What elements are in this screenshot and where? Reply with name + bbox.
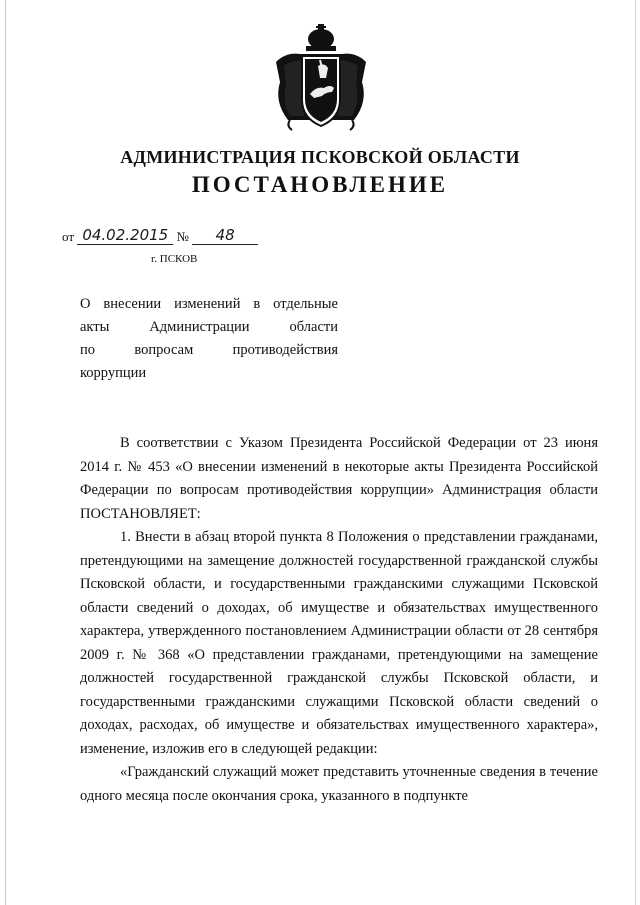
body-paragraph: В соответствии с Указом Президента Российской Федерации от 23 июня 2014 г. № 453 «О внесении изменений в некоторые акты Президента Российской Федерации по вопросам противодействия коррупции» Администрация области ПОСТАНОВЛЯЕТ: xyxy=(80,435,598,522)
subject-line: по вопросам противодействия xyxy=(80,342,338,358)
subject-line: акты Администрации области xyxy=(80,319,338,335)
document-type-title: ПОСТАНОВЛЕНИЕ xyxy=(191,172,449,197)
date-number-line xyxy=(62,226,258,248)
body-paragraph: 1. Внести в абзац второй пункта 8 Положения о представлении гражданами, претендующими на замещение должностей государственной гражданской службы Псковской области, и государственными гражданскими служащими Псковской области сведений о доходах, об имуществе и обязательствах имущественного характера, утвержденного постановлением Администрации области от 28 сентября 2009 г. № 368 «О представлении гражданами, претендующими на замещение должностей государственной гражданской службы Псковской области, и государственными гражданскими служащими Псковской области сведений о доходах, расходах, об имуществе и обязательствах имущественного характера», изменение, изложив его в следующей редакции: xyxy=(80,529,598,757)
scan-edge-left xyxy=(5,0,6,905)
document-body xyxy=(80,432,598,808)
scan-edge-right xyxy=(635,0,636,905)
number-prefix: № xyxy=(176,229,189,244)
organization-title: АДМИНИСТРАЦИЯ ПСКОВСКОЙ ОБЛАСТИ xyxy=(120,147,520,167)
city-label: г. ПСКОВ xyxy=(151,253,198,265)
subject-line: коррупции xyxy=(80,365,147,381)
document-number: 48 xyxy=(192,226,258,245)
pskov-coat-of-arms-icon xyxy=(270,22,372,132)
body-paragraph: «Гражданский служащий может представить уточненные сведения в течение одного месяца после окончания срока, указанного в подпункте xyxy=(80,764,598,804)
subject-line: О внесении изменений в отдельные xyxy=(80,296,338,312)
document-subject xyxy=(80,293,338,385)
document-date: 04.02.2015 xyxy=(77,226,173,245)
date-prefix: от xyxy=(62,229,75,244)
